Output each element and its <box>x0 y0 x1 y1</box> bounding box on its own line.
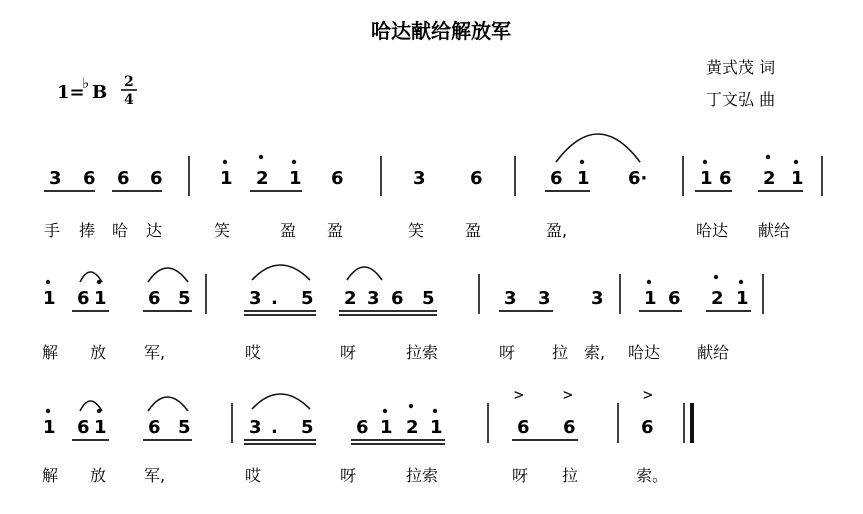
key-signature <box>57 74 107 103</box>
note: 5 <box>301 417 314 438</box>
lyricist-credit: 黄式茂 词 <box>706 58 776 77</box>
lyric: 哎 <box>245 343 262 362</box>
lyric: 达 <box>146 221 163 240</box>
lyric: 捧 <box>79 221 96 240</box>
lyric: 盈 <box>465 221 482 240</box>
lyric: 盈, <box>546 221 568 240</box>
lyric: 笑 <box>214 221 231 240</box>
accent-marks <box>514 385 653 404</box>
note: 6 <box>77 288 90 309</box>
lyric: 呀 <box>340 343 357 362</box>
slur <box>556 134 640 162</box>
note: 6 <box>331 168 344 189</box>
note: 1 <box>380 417 393 438</box>
octave-dots <box>223 155 798 164</box>
lyric: 献给 <box>758 221 791 240</box>
note: 6· <box>628 168 648 189</box>
note: 3 <box>538 288 551 309</box>
note: 1 <box>94 417 107 438</box>
composer-credit: 丁文弘 曲 <box>706 90 776 109</box>
system-3 <box>42 385 692 485</box>
lyric: 哈达 <box>628 343 661 362</box>
lyric: 盈 <box>280 221 297 240</box>
lyric: 手 <box>44 221 61 240</box>
note: 1 <box>43 417 56 438</box>
lyric: 献给 <box>697 343 730 362</box>
note: 6 <box>563 417 576 438</box>
note: 5 <box>422 288 435 309</box>
note: . <box>271 417 278 438</box>
note: 2 <box>763 168 776 189</box>
slurs <box>80 394 310 411</box>
note: 6 <box>517 417 530 438</box>
lyric: 解 <box>42 466 59 485</box>
time-signature <box>121 74 137 108</box>
note: 1 <box>736 288 749 309</box>
note: 1 <box>644 288 657 309</box>
note: 3 <box>249 288 262 309</box>
note: 3 <box>591 288 604 309</box>
note: 5 <box>178 417 191 438</box>
lyric: 拉 <box>552 343 569 362</box>
note: 1 <box>430 417 443 438</box>
note: 6 <box>719 168 732 189</box>
note: 1 <box>700 168 713 189</box>
lyric: 索。 <box>636 466 669 485</box>
note: 6 <box>391 288 404 309</box>
page-title: 哈达献给解放军 <box>371 19 511 43</box>
lyric: 拉索 <box>406 343 439 362</box>
note: 6 <box>356 417 369 438</box>
lyric: 索, <box>584 343 606 362</box>
rhythm-underlines <box>72 440 578 444</box>
system-2 <box>42 265 763 362</box>
note: 1 <box>94 288 107 309</box>
note: 6 <box>470 168 483 189</box>
accent-mark: > <box>514 385 524 404</box>
accent-mark: > <box>643 385 653 404</box>
note: 1 <box>220 168 233 189</box>
lyric: 哎 <box>245 466 262 485</box>
lyric: 拉 <box>562 466 579 485</box>
accent-mark: > <box>563 385 573 404</box>
lyric: 呀 <box>340 466 357 485</box>
lyric: 军, <box>144 466 166 485</box>
lyric: 呀 <box>499 343 516 362</box>
note: 2 <box>344 288 357 309</box>
note: . <box>271 288 278 309</box>
note: 1 <box>289 168 302 189</box>
time-bottom: 4 <box>124 92 134 108</box>
note: 2 <box>406 417 419 438</box>
note: 1 <box>791 168 804 189</box>
note: 6 <box>550 168 563 189</box>
note: 6 <box>148 417 161 438</box>
note: 3 <box>249 417 262 438</box>
lyric: 放 <box>90 466 107 485</box>
note: 3 <box>367 288 380 309</box>
note: 1 <box>43 288 56 309</box>
lyric: 拉索 <box>406 466 439 485</box>
octave-dots <box>46 404 437 413</box>
note: 5 <box>301 288 314 309</box>
note: 6 <box>150 168 163 189</box>
note: 6 <box>117 168 130 189</box>
lyric: 解 <box>42 343 59 362</box>
note: 6 <box>641 417 654 438</box>
bar-lines <box>232 403 684 443</box>
note: 2 <box>256 168 269 189</box>
note: 6 <box>148 288 161 309</box>
lyric: 盈 <box>327 221 344 240</box>
note: 6 <box>668 288 681 309</box>
note: 5 <box>178 288 191 309</box>
note: 3 <box>504 288 517 309</box>
lyric: 军, <box>144 343 166 362</box>
key-prefix: 1= <box>57 82 85 103</box>
lyric: 哈 <box>112 221 129 240</box>
time-top: 2 <box>124 74 134 90</box>
rhythm-underlines <box>72 311 751 315</box>
lyric: 哈达 <box>696 221 729 240</box>
note: 6 <box>83 168 96 189</box>
lyric: 笑 <box>408 221 425 240</box>
flat-sign: ♭ <box>82 74 90 92</box>
note: 2 <box>711 288 724 309</box>
note: 3 <box>413 168 426 189</box>
note: 1 <box>577 168 590 189</box>
lyric: 放 <box>90 343 107 362</box>
lyric: 呀 <box>512 466 529 485</box>
note: 6 <box>77 417 90 438</box>
note: 3 <box>49 168 62 189</box>
system-1 <box>44 134 822 240</box>
key-tonic: B <box>92 82 108 103</box>
slurs <box>80 265 382 282</box>
